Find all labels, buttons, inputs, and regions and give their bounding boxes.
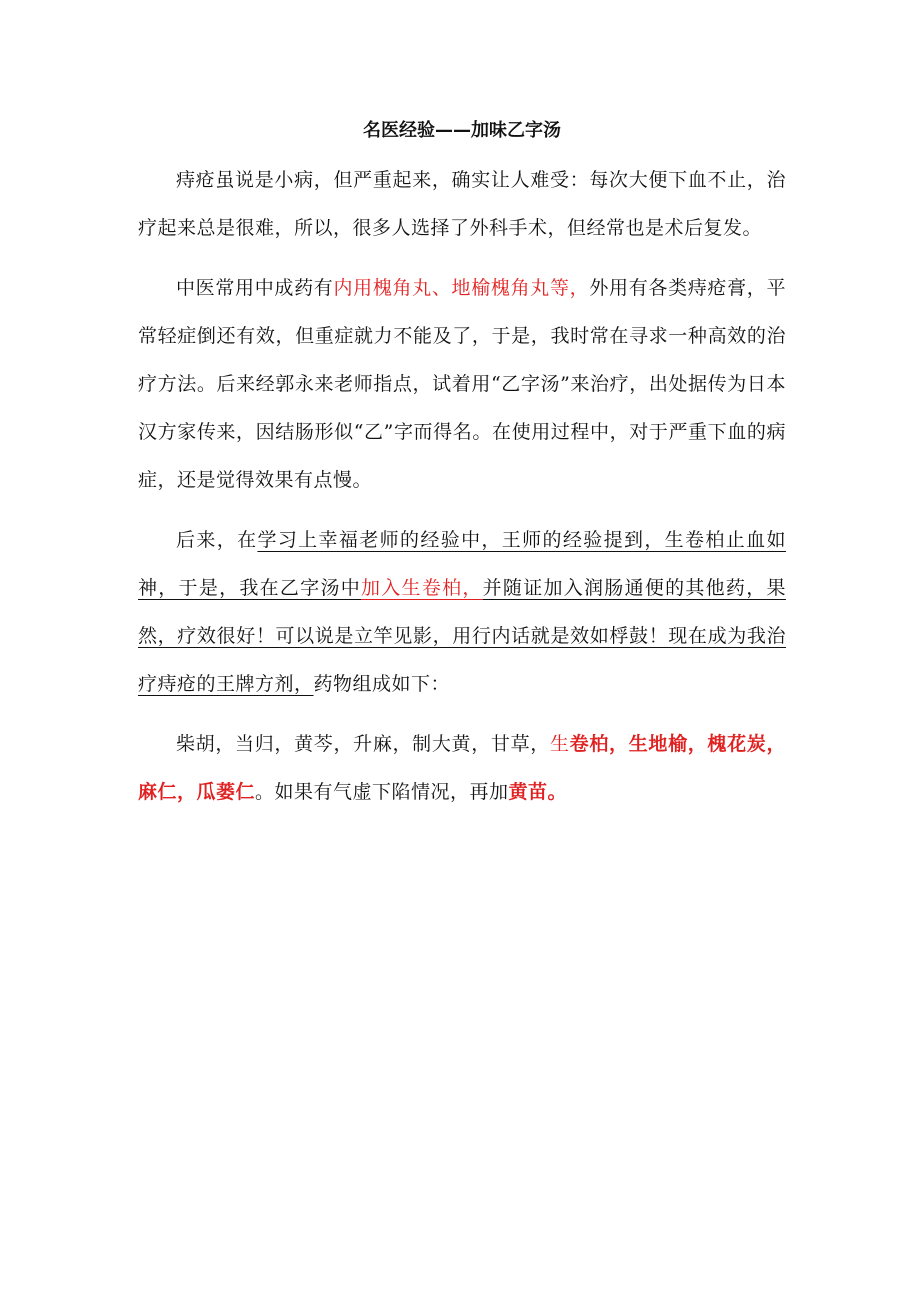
highlight-huangmiao: 黄苗。	[508, 781, 568, 803]
text-segment: 药物组成如下：	[313, 673, 451, 695]
underlined-text: 学习上幸福老师的经验中，王师的经验提到，生卷柏止血如神，于是，我在乙字汤中	[138, 529, 786, 599]
highlight-sheng: 生	[549, 733, 570, 755]
paragraph-intro-text: 痔疮虽说是小病，但严重起来，确实让人难受：每次大便下血不止，治疗起来总是很难，所以，很多人选择了外科手术，但经常也是术后复发。	[138, 169, 786, 239]
highlight-herbs: 卷柏，生地榆，槐花炭，麻仁，瓜蒌仁	[138, 733, 786, 803]
document-title: 名医经验——加味乙字汤	[363, 120, 561, 141]
underlined-text: 并随证加入润肠通便的其他药，果然，疗效很好！可以说是立竿见影，用行内话就是效如桴鼓！现在成为我治疗痔疮的王牌方剂，	[138, 577, 786, 695]
paragraph-intro	[138, 156, 786, 252]
text-segment: 。如果有气虚下陷情况，再加	[255, 781, 509, 803]
text-segment: 柴胡，当归，黄芩，升麻，制大黄，甘草，	[176, 733, 550, 755]
paragraph-formula	[138, 720, 786, 816]
text-segment: 中医常用中成药有	[176, 277, 334, 299]
text-segment: 外用有各类痔疮膏，平常轻症倒还有效，但重症就力不能及了，于是，我时常在寻求一种高效的治疗方法。后来经郭永来老师指点，试着用“乙字汤”来治疗，出处据传为日本汉方家传来，因结肠形似“乙”字而得名。在使用过程中，对于严重下血的病症，还是觉得效果有点慢。	[138, 277, 786, 491]
text-segment: 后来，在	[176, 529, 258, 551]
highlight-internal-medicines: 内用槐角丸、地榆槐角丸等，	[333, 277, 590, 299]
paragraph-medicines	[138, 264, 786, 504]
highlight-add-juanbai: 加入生卷柏，	[361, 577, 483, 599]
paragraph-experience	[138, 516, 786, 708]
